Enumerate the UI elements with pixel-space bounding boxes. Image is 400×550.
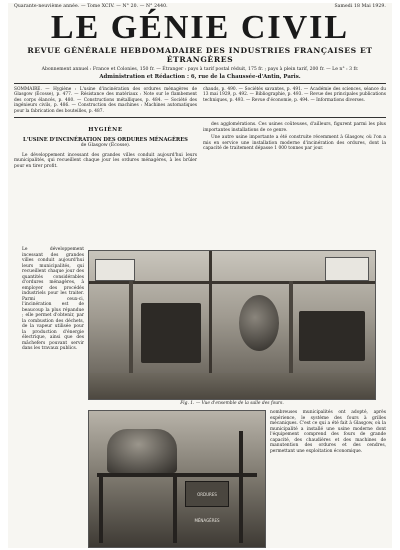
drum bbox=[239, 295, 279, 351]
article-body bbox=[8, 118, 392, 169]
column bbox=[289, 281, 293, 375]
frame bbox=[239, 431, 243, 543]
figure-2-photo bbox=[88, 410, 266, 548]
subscription-line: Abonnement annuel : France et Colonies, 150 fr. — Étranger : pays à tarif postal réduit, 175 fr. ; pays à plein tarif, 200 fr. — Le n° : 3 fr. bbox=[41, 67, 359, 72]
figure-1-caption: Fig. 1. — Vue d'ensemble de la salle des fours. bbox=[180, 401, 284, 406]
figure-2-label: ORDURES MÉNAGÈRES bbox=[185, 481, 229, 507]
article-title-line1: L'USINE D'INCINÉRATION DES ORDURES MÉNAGÈRES bbox=[23, 136, 188, 143]
article-title-line2: de Glasgow (Écosse). bbox=[80, 143, 131, 149]
frame bbox=[97, 473, 257, 477]
summary-right: chauds, p. 490. — Sociétés savantes, p. 491. — Académie des sciences, séance du 13 mai 1929, p. 492. — Bibliographie, p. 493. — Revue des principales publications techniques, p. 493. — Revue d'économie, p. 494. — Informations diverses. bbox=[203, 87, 386, 103]
summary-left: SOMMAIRE. — Hygiène : L'usine d'incinération des ordures ménagères de Glasgow (Écosse), p. 477. — Résistance des matériaux : Note sur le flambement des corps élancés, p. 480. — Constructions métalliques, p. 484. — Société des ingénieurs civils, p. 486. — Construction des machines : Machines automatiques pour la fabrication des bouteilles, p. 487. bbox=[14, 87, 197, 114]
newspaper-page bbox=[8, 3, 392, 548]
section-heading: HYGIÈNE bbox=[88, 127, 123, 134]
masthead-title: LE GÉNIE CIVIL bbox=[50, 9, 350, 46]
furnace bbox=[141, 303, 201, 363]
frame bbox=[173, 477, 177, 543]
summary-block bbox=[8, 84, 392, 114]
roof-beam bbox=[209, 251, 212, 375]
floor bbox=[89, 373, 375, 399]
column bbox=[129, 281, 133, 375]
article-title bbox=[14, 137, 197, 150]
article-left-column bbox=[14, 122, 197, 169]
issue-date: Samedi 18 Mai 1929. bbox=[334, 4, 386, 9]
article-right-intro: des agglomérations. Ces usines coûteuses, d'ailleurs, figurent parmi les plus importantes installations de ce genre. bbox=[203, 122, 386, 133]
administration-line: Administration et Rédaction : 6, rue de la Chaussée-d'Antin, Paris. bbox=[99, 74, 301, 80]
frame bbox=[99, 477, 103, 543]
left-narrow-column: Le développement incessant des grandes villes conduit aujourd'hui leurs municipalités, qui recueillent chaque jour des quantités considérables d'ordures ménagères, à employer des procédés industriels pour les traiter. Parmi ceux-ci, l'incinération est de beaucoup la plus répandue ; elle permet d'obtenir, par la combustion des déchets, de la vapeur utilisée pour la production d'énergie électrique, ainsi que des mâchefers pouvant servir dans les travaux publics. bbox=[22, 247, 84, 351]
masthead-subtitle: REVUE GÉNÉRALE HEBDOMADAIRE DES INDUSTRIES FRANÇAISES ET ÉTRANGÈRES bbox=[27, 46, 373, 64]
right-narrow-column: nombreuses municipalités ont adopté, après expérience, le système des fours à grilles mécaniques. C'est ce qui a été fait à Glasgow, où la municipalité a installé une usine moderne dont l'équipement comprend des fours de grande capacité, des chaudières et des machines de manutention des ordures et des cendres, permettant une exploitation économique. bbox=[270, 410, 386, 454]
issue-info: Quarante-neuvième année. — Tome XCIV. — N° 20. — N° 2440. bbox=[14, 4, 168, 9]
furnace bbox=[299, 311, 365, 361]
tank bbox=[107, 429, 177, 473]
article-right-more: Une autre usine importante a été construite récemment à Glasgow, où l'on a mis en service une installation moderne d'incinération des ordures, dont la capacité de traitement dépasse 1 000 tonnes par jour. bbox=[203, 135, 386, 152]
window bbox=[95, 259, 135, 281]
article-intro: Le développement incessant des grandes villes conduit aujourd'hui leurs municipalités, qui recueillent chaque jour les ordures ménagères, à les brûler pour en tirer profit. bbox=[14, 152, 197, 169]
figure-1-photo bbox=[88, 250, 376, 400]
article-right-column bbox=[203, 122, 386, 169]
window bbox=[325, 257, 369, 281]
